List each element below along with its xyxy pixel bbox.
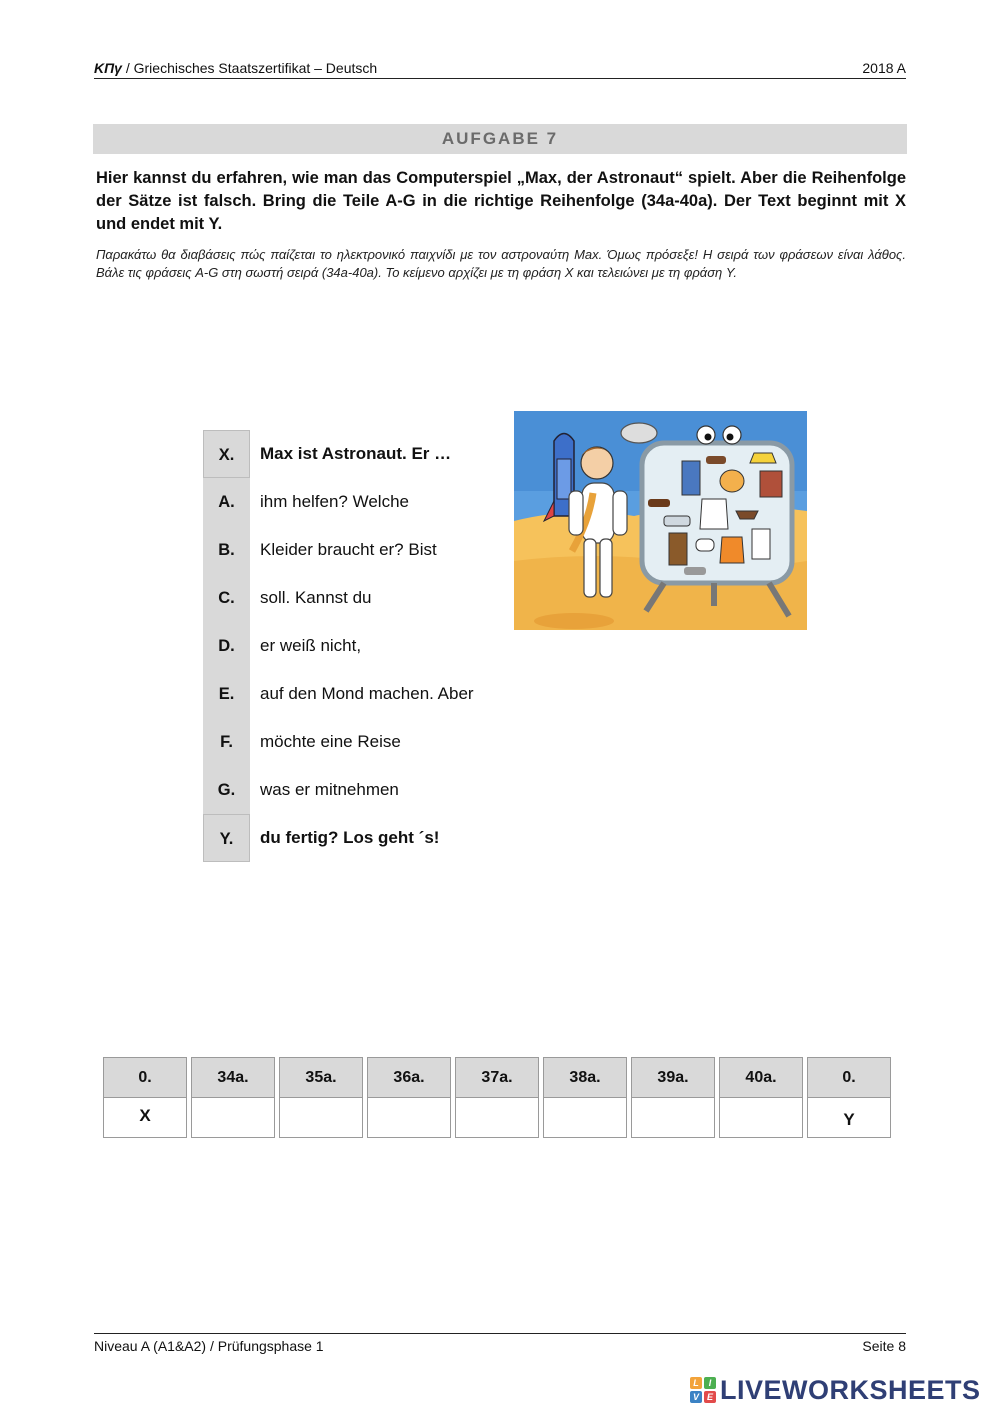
sentence-text: Max ist Astronaut. Er … [260,444,452,463]
sentence-row-d [203,622,533,670]
answer-cell-37a [455,1057,539,1138]
sentence-row-y [203,814,533,862]
instruction-greek: Παρακάτω θα διαβάσεις πώς παίζεται το ηλεκτρονικό παιχνίδι με τον αστροναύτη Max. Όμως πρόσεξε! Η σειρά των φράσεων είναι λάθος. Βάλε τις φράσεις A-G στη σωστή σειρά (34a-40a). Το κείμενο αρχίζει με τη φράση X και τελειώνει με τη φράση Y. [96,247,906,280]
sentence-key: D. [203,622,250,670]
sentence-key: C. [203,574,250,622]
answer-label: 36a. [368,1058,450,1098]
answer-label: 0. [808,1058,890,1098]
page-header [94,60,906,79]
header-title: / Griechisches Staatszertifikat – Deutsch [121,60,378,76]
sentence-row-g [203,766,533,814]
answer-cell-38a [543,1057,627,1138]
answer-label: 34a. [192,1058,274,1098]
answer-input-34a[interactable] [192,1098,274,1137]
answer-input-37a[interactable] [456,1098,538,1137]
astronaut-illustration [514,411,807,630]
sentence-text: auf den Mond machen. Aber [260,684,474,703]
answer-label: 40a. [720,1058,802,1098]
answer-input-36a[interactable] [368,1098,450,1137]
answer-label: 0. [104,1058,186,1098]
header-year: 2018 A [862,60,906,76]
sentence-row-a [203,478,533,526]
task-title: AUFGABE 7 [441,129,559,148]
task-title-bar [93,124,907,154]
page-footer [94,1333,906,1358]
sentence-text: ihm helfen? Welche [260,492,409,511]
answer-cell-start [103,1057,187,1138]
sentence-row-b [203,526,533,574]
answer-grid [103,1057,891,1138]
answer-cell-39a [631,1057,715,1138]
answer-input-38a[interactable] [544,1098,626,1137]
logo-tile-i: I [704,1377,716,1389]
liveworksheets-brand[interactable] [690,1372,990,1408]
header-left [94,60,377,76]
sentence-row-c [203,574,533,622]
liveworksheets-logo-icon [690,1377,716,1403]
sentence-text: Kleider braucht er? Bist [260,540,437,559]
answer-value: Y [843,1110,855,1129]
answer-label: 38a. [544,1058,626,1098]
liveworksheets-wordmark: LIVEWORKSHEETS [720,1374,981,1405]
instruction-german: Hier kannst du erfahren, wie man das Computerspiel „Max, der Astronaut“ spielt. Aber die Reihenfolge der Sätze ist falsch. Bring die Teile A-G in die richtige Reihenfolge (34a-40a). Der Text beginnt mit X und endet mit Y. [96,169,906,233]
logo-tile-v: V [690,1391,702,1403]
answer-label: 39a. [632,1058,714,1098]
answer-input-40a[interactable] [720,1098,802,1137]
sentence-list [203,430,533,862]
sentence-text: du fertig? Los geht ´s! [260,828,440,847]
sentence-key: F. [203,718,250,766]
sentence-key: A. [203,478,250,526]
footer-page: Seite 8 [862,1338,906,1354]
answer-cell-35a [279,1057,363,1138]
sentence-key: G. [203,766,250,814]
sentence-key: E. [203,670,250,718]
logo-tile-e: E [704,1391,716,1403]
answer-cell-40a [719,1057,803,1138]
sentence-text: möchte eine Reise [260,732,401,751]
answer-cell-end [807,1057,891,1138]
header-code: ΚΠγ [94,60,122,76]
answer-input-35a[interactable] [280,1098,362,1137]
sentence-text: was er mitnehmen [260,780,399,799]
answer-cell-34a [191,1057,275,1138]
sentence-text: er weiß nicht, [260,636,362,655]
answer-value: X [139,1106,151,1125]
sentence-row-e [203,670,533,718]
logo-tile-l: L [690,1377,702,1389]
answer-label: 37a. [456,1058,538,1098]
sentence-row-x [203,430,533,478]
sentence-key: B. [203,526,250,574]
answer-label: 35a. [280,1058,362,1098]
sentence-text: soll. Kannst du [260,588,372,607]
footer-level: Niveau A (A1&A2) / Prüfungsphase 1 [94,1338,324,1354]
answer-cell-36a [367,1057,451,1138]
answer-input-39a[interactable] [632,1098,714,1137]
sentence-key: Y. [203,814,250,862]
sentence-row-f [203,718,533,766]
sentence-key: X. [203,430,250,478]
